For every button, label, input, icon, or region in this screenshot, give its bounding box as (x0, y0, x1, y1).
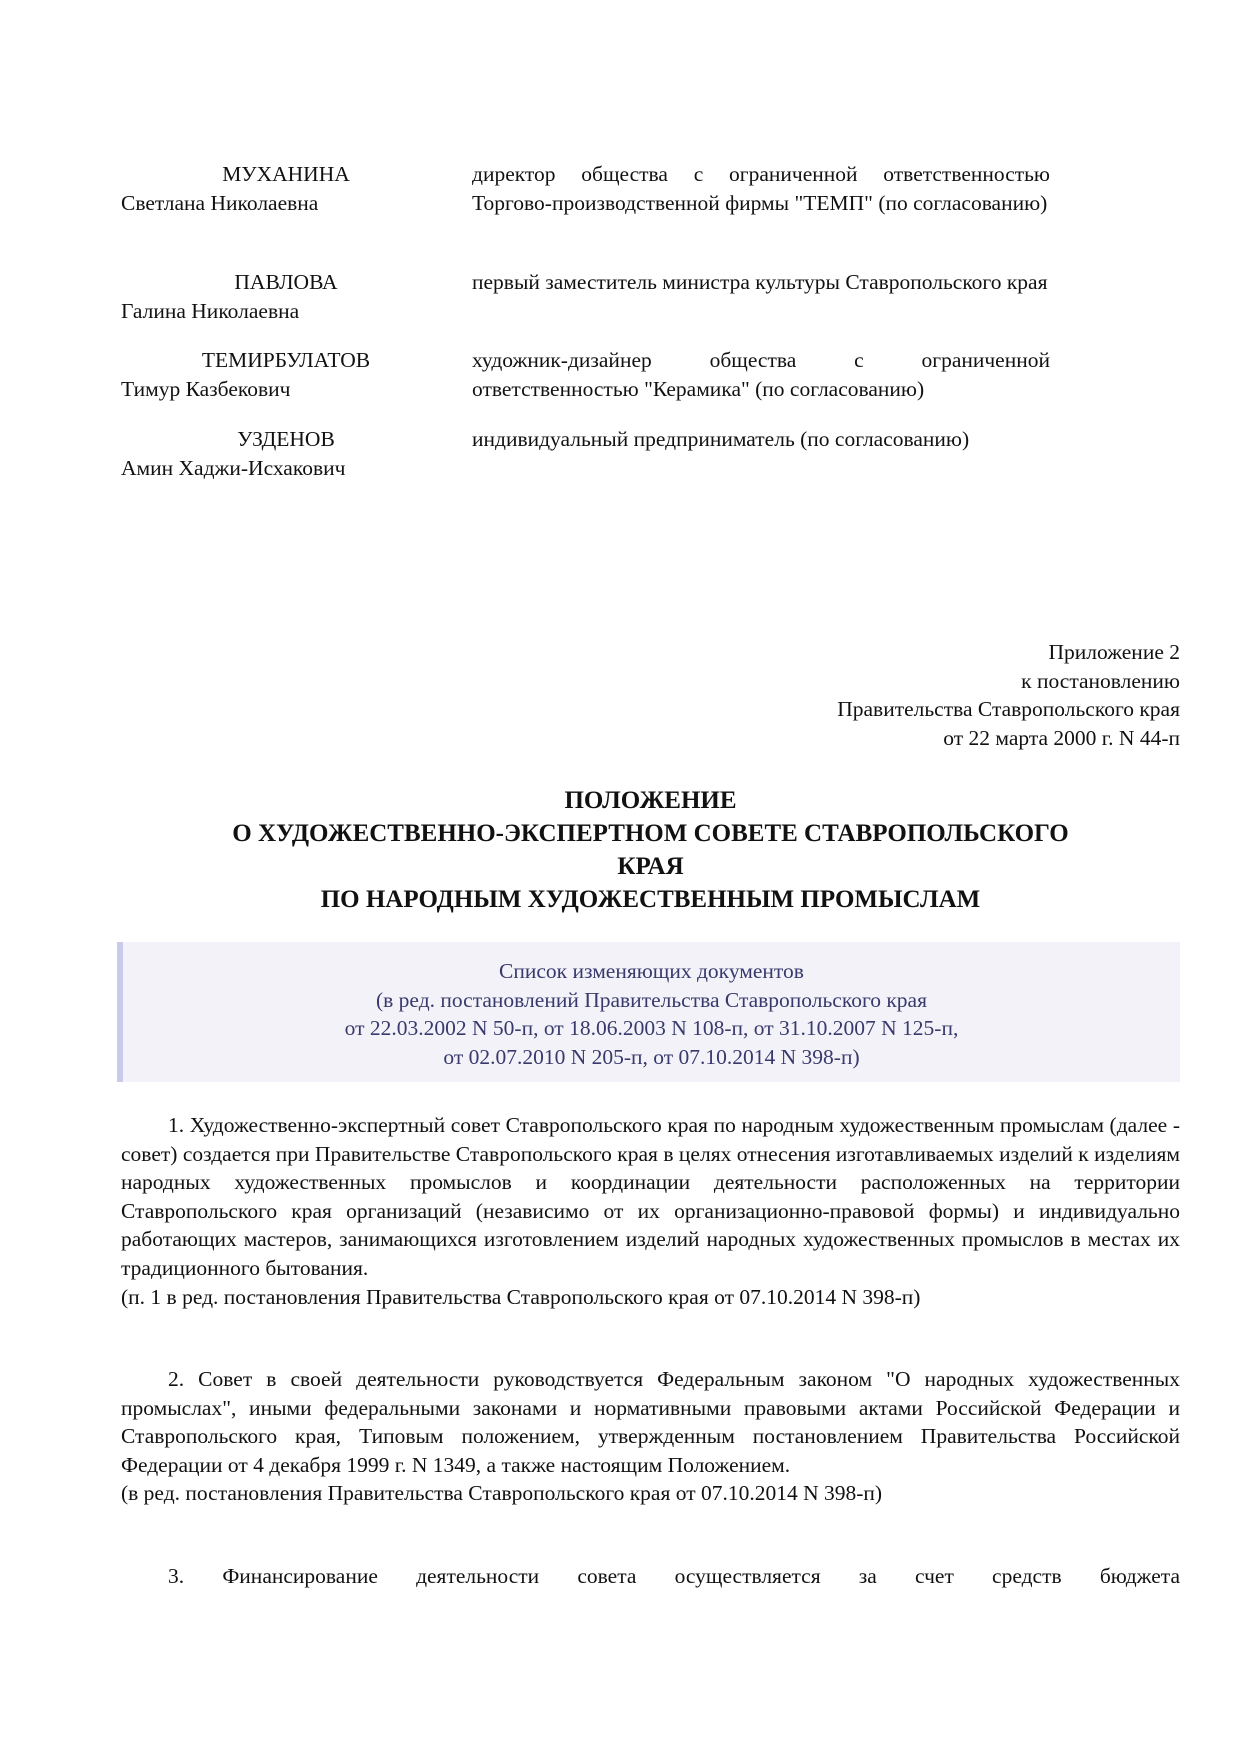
title-line: ПО НАРОДНЫМ ХУДОЖЕСТВЕННЫМ ПРОМЫСЛАМ (320, 886, 981, 913)
title-line: ПОЛОЖЕНИЕ (564, 787, 737, 814)
document-title (121, 784, 1180, 916)
amendments-heading: Список изменяющих документов (499, 959, 804, 983)
member-surname: МУХАНИНА (222, 162, 350, 186)
member-surname: ТЕМИРБУЛАТОВ (201, 348, 371, 372)
paragraph-text: 1. Художественно-экспертный совет Ставропольского края по народным художественным промыслам (далее - совет) создается при Правительстве Ставропольского края в целях отнесения изготавливаемых изделий к изделиям народных художественных промыслов и координации деятельности расположенных на территории Ставропольского края организаций (независимо от их организационно-правовой формы) и индивидуально работающих мастеров, занимающихся изготовлением изделий народных художественных промыслов в местах их традиционного бытования. (121, 1113, 1180, 1280)
appendix-line: Правительства Ставропольского края (837, 697, 1180, 722)
paragraph-text: 2. Совет в своей деятельности руководствуется Федеральным законом "О народных художественных промыслах", иными федеральными законами и нормативными правовыми актами Российской Федерации и Ставропольского края, Типовым положением, утвержденным постановлением Правительства Российской Федерации от 4 декабря 1999 г. N 1349, а также настоящим Положением. (121, 1367, 1180, 1477)
member-position: директор общества с ограниченной ответственностью Торгово-производственной фирмы "ТЕМП" (по согласованию) (472, 162, 1050, 215)
member-position: первый заместитель министра культуры Ставропольского края (472, 270, 1048, 294)
paragraph-1 (121, 1111, 1180, 1311)
appendix-line: от 22 марта 2000 г. N 44-п (943, 725, 1180, 750)
member-given-name: Тимур Казбекович (121, 376, 291, 401)
paragraph-text: 3. Финансирование деятельности совета осуществляется за счет средств бюджета (168, 1564, 1180, 1588)
appendix-line: к постановлению (1021, 668, 1180, 693)
amendments-line: от 02.07.2010 N 205-п, от 07.10.2014 N 398-п) (443, 1044, 860, 1069)
paragraph-3 (121, 1562, 1180, 1591)
member-given-name: Амин Хаджи-Исхакович (121, 455, 346, 480)
member-given-name: Галина Николаевна (121, 298, 300, 323)
appendix-line: Приложение 2 (1048, 640, 1180, 664)
member-surname: УЗДЕНОВ (237, 427, 335, 451)
paragraph-2 (121, 1365, 1180, 1508)
member-position: индивидуальный предприниматель (по согласованию) (472, 427, 970, 451)
member-position: художник-дизайнер общества с ограниченной ответственностью "Керамика" (по согласованию) (472, 348, 1050, 401)
member-given-name: Светлана Николаевна (121, 190, 319, 215)
title-line: КРАЯ (617, 853, 684, 880)
amendments-line: от 22.03.2002 N 50-п, от 18.06.2003 N 108-п, от 31.10.2007 N 125-п, (344, 1016, 959, 1041)
paragraph-note: (п. 1 в ред. постановления Правительства Ставропольского края от 07.10.2014 N 398-п) (121, 1284, 921, 1309)
amendments-line: (в ред. постановлений Правительства Ставропольского края (376, 987, 927, 1012)
appendix-header (837, 638, 1180, 752)
member-surname: ПАВЛОВА (234, 270, 338, 294)
paragraph-note: (в ред. постановления Правительства Ставропольского края от 07.10.2014 N 398-п) (121, 1481, 883, 1506)
amendments-box (117, 942, 1180, 1082)
title-line: О ХУДОЖЕСТВЕННО-ЭКСПЕРТНОМ СОВЕТЕ СТАВРОПОЛЬСКОГО (232, 820, 1069, 847)
